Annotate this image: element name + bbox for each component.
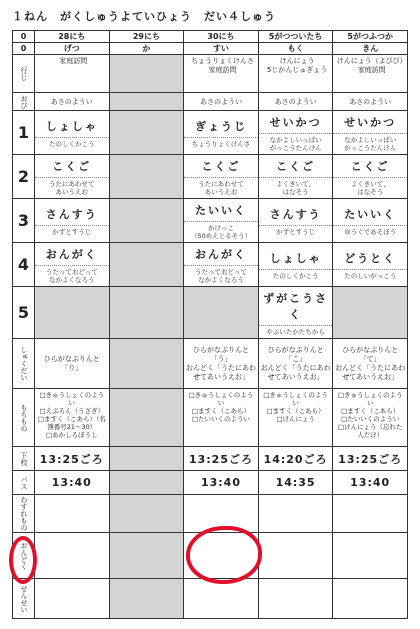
row-header-dep <box>13 447 35 471</box>
subject-note: なかよしいっぱい がっこうたんけん <box>269 136 322 152</box>
row-header-label: 行じ <box>20 66 28 81</box>
cell-text: 14:35 <box>275 476 316 489</box>
cell-text: けんにょう 5じかんじゅぎょう <box>266 57 328 74</box>
subject-note: かけっこ （50めえとるそう） <box>190 224 252 240</box>
morning-row <box>13 93 408 111</box>
row-header-event <box>13 55 35 93</box>
weekday-cell <box>184 43 259 55</box>
period-cell <box>109 199 184 243</box>
cell-text: 5がつついたち <box>268 31 323 41</box>
subject-note: たのしいがっこう <box>344 272 397 280</box>
homework-cell <box>109 339 184 389</box>
cell-text: ひらがなぷりんと 「う」 おんどく「うたにあわ せてあいうえお」 <box>185 345 256 381</box>
bus-cell <box>258 471 333 495</box>
subject-label: どうとく <box>333 247 407 270</box>
cell-text: 28にち <box>58 31 86 41</box>
date-cell <box>333 31 408 43</box>
row-header-morning <box>13 93 35 111</box>
homework-cell <box>258 339 333 389</box>
date-cell <box>35 31 110 43</box>
date-cell <box>184 31 259 43</box>
row-header-label: バス <box>20 475 28 490</box>
bus-row <box>13 471 408 495</box>
cell-text: 0 <box>20 43 27 53</box>
subject-note: なかよしいっぱい がっこうたんけん <box>344 136 397 152</box>
subject-note: たのしくかこう <box>272 272 319 280</box>
subject-note: やぶいたかたちから <box>266 328 325 336</box>
forgot-cell <box>184 495 259 533</box>
departure-row <box>13 447 408 471</box>
cell-text: 5がつふつか <box>347 31 393 41</box>
forgot-cell <box>333 495 408 533</box>
subject-note: うたっておどって なかよくなろう <box>45 268 98 284</box>
subject-label: たいいく <box>333 203 407 226</box>
homework-cell <box>184 339 259 389</box>
ondoku-cell <box>258 533 333 579</box>
subject-label: せいかつ <box>259 111 333 134</box>
subject-label: こくご <box>333 155 407 178</box>
forgot-cell <box>35 495 110 533</box>
cell-text: か <box>142 43 151 53</box>
cell-text: 家庭訪問 <box>59 57 88 65</box>
period-cell <box>109 243 184 287</box>
row-header-label: せんせい <box>20 584 28 613</box>
row-header-label: おび <box>20 94 28 109</box>
row-header-p4 <box>13 243 35 287</box>
subject-label: こくご <box>35 155 109 178</box>
morning-cell <box>35 93 110 111</box>
row-header-label: 2 <box>17 167 30 186</box>
cell-text: 13:25ごろ <box>39 452 104 466</box>
subject-label: せいかつ <box>333 111 407 134</box>
row-header-ondoku <box>13 533 35 579</box>
row-header-label: 3 <box>17 211 30 230</box>
row-header-p3 <box>13 199 35 243</box>
period-cell <box>35 287 110 339</box>
schedule-table <box>12 30 408 619</box>
period-cell <box>333 287 408 339</box>
row-header-p1 <box>13 111 35 155</box>
weekday-cell <box>333 43 408 55</box>
teacher-row <box>13 579 408 619</box>
row-header-hw <box>13 339 35 389</box>
period-row-p1 <box>13 111 408 155</box>
subject-note: うたっておどって なかよくなろう <box>195 268 247 284</box>
teacher-cell <box>258 579 333 619</box>
row-header-bus <box>13 471 35 495</box>
row-header-label: わすれもの <box>20 496 28 531</box>
ondoku-cell <box>35 533 110 579</box>
cell-text: □きゅうしょくのようい □えぷろん（うざぎ） □ますく（こあら）（名簿番号21～30） □あかしろぼうし <box>37 391 106 439</box>
row-header-label: 1 <box>17 123 30 142</box>
row-header-forgot <box>13 495 35 533</box>
row-header-items <box>13 389 35 447</box>
morning-cell <box>109 93 184 111</box>
subject-label: たいいく <box>184 199 258 222</box>
teacher-cell <box>35 579 110 619</box>
period-cell <box>109 287 184 339</box>
departure-cell <box>35 447 110 471</box>
period-cell <box>333 155 408 199</box>
period-cell <box>258 111 333 155</box>
cell-text: 13:40 <box>51 476 92 489</box>
cell-text: ひらがなぷりんと 「り」 <box>43 354 100 372</box>
row-header-label: おんどく <box>20 541 28 570</box>
row-header-zero <box>13 31 35 43</box>
bus-cell <box>109 471 184 495</box>
homework-row <box>13 339 408 389</box>
period-cell <box>109 155 184 199</box>
cell-text: もく <box>287 43 304 53</box>
ondoku-row <box>13 533 408 579</box>
cell-text: げつ <box>63 43 80 53</box>
period-row-p4 <box>13 243 408 287</box>
teacher-cell <box>184 579 259 619</box>
event-cell <box>35 55 110 93</box>
period-row-p3 <box>13 199 408 243</box>
departure-cell <box>333 447 408 471</box>
subject-label: さんすう <box>35 203 109 226</box>
cell-text: 14:20ごろ <box>263 452 328 466</box>
period-cell <box>258 199 333 243</box>
weekday-row <box>13 43 408 55</box>
subject-note: ゆうぐであそぼう <box>344 228 397 236</box>
cell-text: 13:40 <box>350 476 391 489</box>
subject-label: ぎょうじ <box>184 115 258 138</box>
row-header-p2 <box>13 155 35 199</box>
period-cell <box>333 111 408 155</box>
items-cell <box>258 389 333 447</box>
departure-cell <box>258 447 333 471</box>
event-cell <box>109 55 184 93</box>
page-title: １ねん がくしゅうよていひょう だい４しゅう <box>12 10 276 23</box>
period-cell <box>35 243 110 287</box>
subject-label: おんがく <box>184 243 258 266</box>
morning-cell <box>258 93 333 111</box>
event-cell <box>184 55 259 93</box>
row-header-label: しゅくだい <box>20 346 28 381</box>
row-header-label: 下校 <box>20 451 28 466</box>
departure-cell <box>109 447 184 471</box>
period-cell <box>333 199 408 243</box>
subject-note: ちょうりょくけんさ <box>191 140 251 148</box>
subject-note: かずとすうじ <box>52 228 92 236</box>
row-header-label: 4 <box>17 255 30 274</box>
period-row-p5 <box>13 287 408 339</box>
cell-text: ちょうりょくけんさ 家庭訪問 <box>190 57 254 74</box>
forgot-cell <box>258 495 333 533</box>
cell-text: □きゅうしょくのようい □ますく（こあら） □たいいくのようい □けんにょう（忘れた人だけ） <box>337 391 403 439</box>
period-row-p2 <box>13 155 408 199</box>
subject-note: うたにあわせて あいうえお <box>198 180 244 196</box>
teacher-cell <box>333 579 408 619</box>
row-header-zero <box>13 43 35 55</box>
cell-text: あさのようい <box>50 97 93 106</box>
event-cell <box>333 55 408 93</box>
items-cell <box>35 389 110 447</box>
period-cell <box>258 243 333 287</box>
date-cell <box>258 31 333 43</box>
subject-label: しょしゃ <box>35 115 109 138</box>
subject-note: よくきいて、 はなそう <box>276 180 316 196</box>
cell-text: けんにょう（よびび） 家庭訪問 <box>336 57 407 74</box>
cell-text: 13:25ごろ <box>188 452 253 466</box>
cell-text: あさのようい <box>199 97 242 106</box>
forgot-cell <box>109 495 184 533</box>
items-cell <box>184 389 259 447</box>
cell-text: 13:25ごろ <box>338 452 403 466</box>
cell-text: □きゅうしょくのようい □ますく（こあら） □たいいくのようい <box>188 391 254 423</box>
cell-text: きん <box>362 43 379 53</box>
period-cell <box>35 199 110 243</box>
forgot-row <box>13 495 408 533</box>
cell-text: あさのようい <box>349 97 392 106</box>
subject-note: たのしくかこう <box>49 140 95 148</box>
morning-cell <box>333 93 408 111</box>
subject-note: うたにあわせて あいうえお <box>49 180 95 196</box>
subject-note: かずとすうじ <box>276 228 316 236</box>
row-header-p5 <box>13 287 35 339</box>
cell-text: 13:40 <box>200 476 241 489</box>
row-header-label: もちもの <box>20 403 28 432</box>
cell-text: ひらがなぷりんと 「こ」 おんどく「うたにあわ せてあいうえお」 <box>260 345 331 381</box>
cell-text: 29にち <box>132 31 160 41</box>
period-cell <box>184 155 259 199</box>
teacher-cell <box>109 579 184 619</box>
ondoku-cell <box>333 533 408 579</box>
items-row <box>13 389 408 447</box>
cell-text: すい <box>212 43 229 53</box>
subject-label: さんすう <box>259 203 333 226</box>
period-cell <box>184 199 259 243</box>
weekday-cell <box>109 43 184 55</box>
departure-cell <box>184 447 259 471</box>
weekday-cell <box>35 43 110 55</box>
period-cell <box>35 111 110 155</box>
date-row <box>13 31 408 43</box>
bus-cell <box>184 471 259 495</box>
event-row <box>13 55 408 93</box>
event-cell <box>258 55 333 93</box>
period-cell <box>258 155 333 199</box>
bus-cell <box>333 471 408 495</box>
subject-label: おんがく <box>35 243 109 266</box>
homework-cell <box>333 339 408 389</box>
cell-text: ひらがなぷりんと 「て」 おんどく「うたにあわ せてあいうえお」 <box>335 345 406 381</box>
period-cell <box>184 111 259 155</box>
subject-label: ずがこうさく <box>259 287 333 326</box>
items-cell <box>333 389 408 447</box>
subject-label: しょしゃ <box>259 247 333 270</box>
row-header-teacher <box>13 579 35 619</box>
period-cell <box>35 155 110 199</box>
cell-text: あさのようい <box>274 97 317 106</box>
date-cell <box>109 31 184 43</box>
period-cell <box>333 243 408 287</box>
items-cell <box>109 389 184 447</box>
homework-cell <box>35 339 110 389</box>
subject-label: こくご <box>184 155 258 178</box>
period-cell <box>184 243 259 287</box>
subject-label: こくご <box>259 155 333 178</box>
weekday-cell <box>258 43 333 55</box>
period-cell <box>184 287 259 339</box>
period-cell <box>258 287 333 339</box>
cell-text: □きゅうしょくのようい □ますく（こあら） □けんにょう <box>263 391 328 423</box>
morning-cell <box>184 93 259 111</box>
period-cell <box>109 111 184 155</box>
row-header-label: 5 <box>17 303 30 322</box>
bus-cell <box>35 471 110 495</box>
cell-text: 30にち <box>207 31 235 41</box>
cell-text: 0 <box>20 31 27 41</box>
ondoku-cell <box>184 533 259 579</box>
subject-note: よくきいて、 はなそう <box>350 180 390 196</box>
ondoku-cell <box>109 533 184 579</box>
